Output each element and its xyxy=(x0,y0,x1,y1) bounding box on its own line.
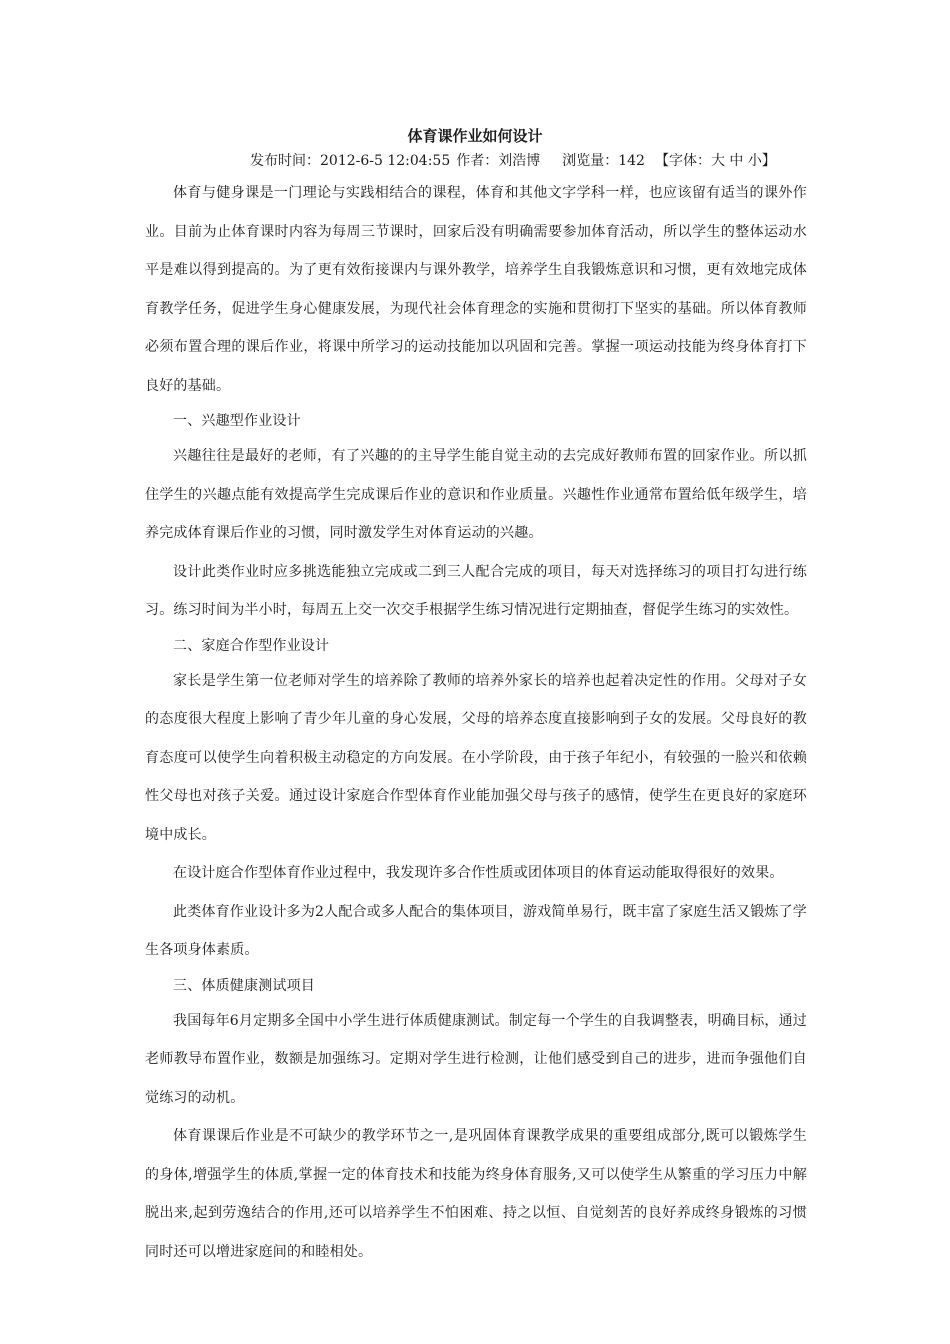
font-size-large-link[interactable]: 大 xyxy=(710,153,725,169)
publish-label: 发布时间： xyxy=(250,153,320,169)
paragraph-family-1: 家长是学生第一位老师对学生的培养除了教师的培养外家长的培养也起着决定性的作用。父母对子女的态度很大程度上影响了青少年儿童的身心发展，父母的培养态度直接影响到子女的发展。父母良好的教育态度可以使学生向着积极主动稳定的方向发展。在小学阶段，由于孩子年纪小，有较强的一脸兴和依赖性父母也对孩子关爱。通过设计家庭合作型体育作业能加强父母与孩子的感情，使学生在更良好的家庭环境中成长。 xyxy=(145,672,807,843)
font-size-small-link[interactable]: 小 xyxy=(747,153,762,169)
paragraph-interest-1: 兴趣往往是最好的老师，有了兴趣的的主导学生能自觉主动的去完成好教师布置的回家作业。所以抓住学生的兴趣点能有效提高学生完成课后作业的意识和作业质量。兴趣性作业通常布置给低年级学生，培养完成体育课后作业的习惯，同时激发学生对体育运动的兴趣。 xyxy=(145,448,807,541)
views-count: 142 xyxy=(618,153,645,169)
article-body xyxy=(145,174,807,1271)
author-label: 作者： xyxy=(456,153,499,169)
paragraph-family-2: 在设计庭合作型体育作业过程中，我发现许多合作性质或团体项目的体育运动能取得很好的效果。 xyxy=(173,865,784,881)
paragraph-conclusion: 体育课课后作业是不可缺少的教学环节之一,是巩固体育课教学成果的重要组成部分,既可以锻炼学生的身体,增强学生的体质,掌握一定的体育技术和技能为终身体育服务,又可以使学生从繁重的学习压力中解脱出来,起到劳逸结合的作用,还可以培养学生不怕困难、持之以恒、自觉刻苦的良好养成终身锻炼的习惯同时还可以增进家庭间的和睦相处。 xyxy=(145,1128,807,1260)
section-heading-interest: 一、兴趣型作业设计 xyxy=(173,413,301,429)
font-size-medium-link[interactable]: 中 xyxy=(729,153,744,169)
paragraph-interest-2: 设计此类作业时应多挑选能独立完成或二到三人配合完成的项目，每天对选择练习的项目打勾进行练习。练习时间为半小时，每周五上交一次交手根据学生练习情况进行定期抽查，督促学生练习的实效性。 xyxy=(145,563,807,618)
views-label: 浏览量： xyxy=(562,153,619,169)
paragraph-fitness: 我国每年6月定期多全国中小学生进行体质健康测试。制定每一个学生的自我调整表，明确目标，通过老师教导布置作业，数额是加强练习。定期对学生进行检测，让他们感受到自己的进步，进而争强他们自觉练习的动机。 xyxy=(145,1012,807,1106)
paragraph-family-3: 此类体育作业设计多为2人配合或多人配合的集体项目，游戏简单易行，既丰富了家庭生活又锻炼了学生各项身体素质。 xyxy=(145,903,807,958)
font-size-label: 【字体： xyxy=(654,153,711,169)
section-heading-fitness: 三、体质健康测试项目 xyxy=(173,977,315,994)
paragraph-intro: 体育与健身课是一门理论与实践相结合的课程，体育和其他文字学科一样，也应该留有适当的课外作业。目前为止体育课时内容为每周三节课时，回家后没有明确需要参加体育活动，所以学生的整体运动水平是难以得到提高的。为了更有效衔接课内与课外教学，培养学生自我锻炼意识和习惯，更有效地完成体育教学任务，促进学生身心健康发展，为现代社会体育理念的实施和贯彻打下坚实的基础。所以体育教师必须布置合理的课后作业，将课中所学习的运动技能加以巩固和完善。掌握一项运动技能为终身体育打下良好的基础。 xyxy=(145,185,807,394)
article-meta xyxy=(250,152,820,170)
article-title: 体育课作业如何设计 xyxy=(407,127,543,145)
author-name: 刘浩博 xyxy=(498,153,541,169)
section-heading-family: 二、家庭合作型作业设计 xyxy=(173,637,330,654)
publish-time: 2012-6-5 12:04:55 xyxy=(320,153,451,169)
font-size-close: 】 xyxy=(761,153,776,169)
